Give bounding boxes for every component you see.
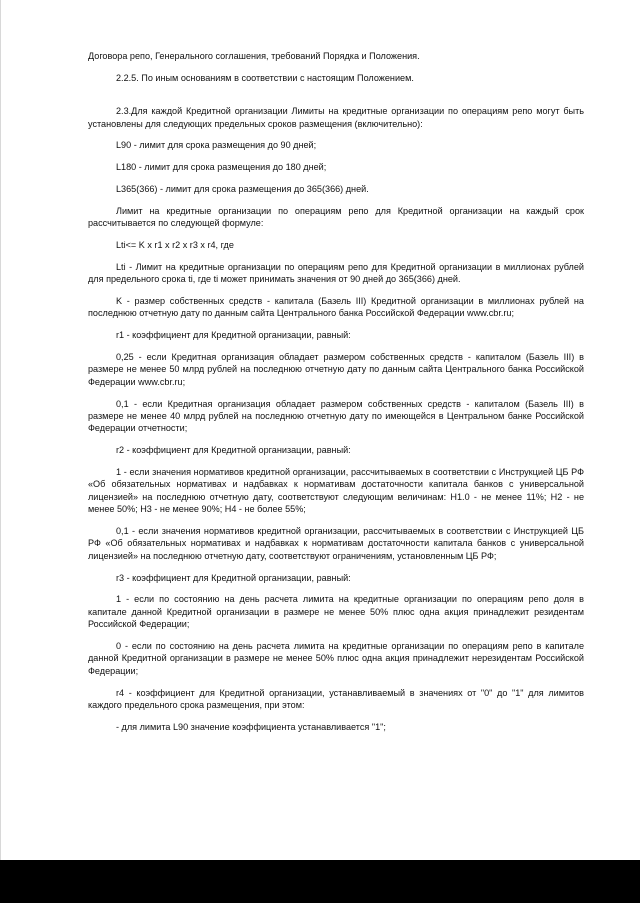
- paragraph-10: K - размер собственных средств - капитала (Базель III) Кредитной организации в миллионах рублей на последнюю отчетную дату по данным сайта Центрального банка Российской Федерации www.cbr.ru;: [88, 296, 584, 319]
- paragraph-4: L90 - лимит для срока размещения до 90 дней;: [116, 140, 317, 151]
- paragraph-20: r4 - коэффициент для Кредитной организации, устанавливаемый в значениях от "0" до "1" для лимитов каждого предельного срока размещения, при этом:: [88, 687, 584, 711]
- paragraph-21: - для лимита L90 значение коэффициента устанавливается "1";: [116, 721, 386, 732]
- paragraph-6: L365(366) - лимит для срока размещения до 365(366) дней.: [116, 184, 369, 194]
- paragraph-7: Лимит на кредитные организации по операциям репо для Кредитной организации на каждый срок рассчитывается по следующей формуле:: [88, 205, 584, 229]
- paragraph-9: Lti - Лимит на кредитные организации по операциям репо для Кредитной организации в миллионах рублей для предельного срока ti, где ti может принимать значения от 90 дней до 365(366) дней.: [88, 261, 584, 285]
- paragraph-3: 2.3.Для каждой Кредитной организации Лимиты на кредитные организации по операциям репо могут быть установлены для следующих предельных сроков размещения (включительно):: [88, 106, 584, 129]
- paragraph-12: 0,25 - если Кредитная организация обладает размером собственных средств - капиталом (Базель III) в размере не менее 50 млрд рублей на последнюю отчетную дату по данным сайта Центрального банка Российской Федерации www.cbr.ru;: [88, 352, 584, 387]
- document-page: [88, 50, 584, 743]
- paragraph-18: 1 - если по состоянию на день расчета лимита на кредитные организации по операциям репо доля в капитале данной Кредитной организации в размере не менее 50% плюс одна акция принадлежит резидентам Российской Федерации;: [88, 594, 584, 630]
- paragraph-15: 1 - если значения нормативов кредитной организации, рассчитываемых в соответствии с Инструкцией ЦБ РФ «Об обязательных нормативах и надбавках к нормативам достаточности капитала банков с универсальной лицензией» на последнюю отчетную дату, соответствуют следующим величинам: Н1.0 - не менее 11%; Н2 - не менее 50%; Н3 - не менее 90%; Н4 - не более 55%;: [88, 467, 584, 515]
- paragraph-8: Lti<= K x r1 x r2 x r3 x r4, где: [116, 240, 234, 250]
- paragraph-19: 0 - если по состоянию на день расчета лимита на кредитные организации по операциям репо в капитале данной Кредитной организации в размере не менее 50% плюс одна акция принадлежит нерезидентам Российской Федерации;: [88, 641, 584, 676]
- paragraph-11: r1 - коэффициент для Кредитной организации, равный:: [116, 330, 351, 341]
- paragraph-5: L180 - лимит для срока размещения до 180 дней;: [116, 162, 327, 173]
- scan-edge: [0, 0, 1, 860]
- paragraph-14: r2 - коэффициент для Кредитной организации, равный:: [116, 445, 351, 456]
- paragraph-17: r3 - коэффициент для Кредитной организации, равный:: [116, 572, 351, 583]
- paragraph-2: 2.2.5. По иным основаниям в соответствии с настоящим Положением.: [116, 72, 414, 83]
- paragraph-1: Договора репо, Генерального соглашения, требований Порядка и Положения.: [88, 51, 420, 61]
- paragraph-16: 0,1 - если значения нормативов кредитной организации, рассчитываемых в соответствии с Инструкцией ЦБ РФ «Об обязательных нормативах и надбавках к нормативам достаточности капитала банков с универсальной лицензией» на последнюю отчетную дату, соответствуют ограничениям, установленным ЦБ РФ;: [88, 526, 584, 561]
- scan-bottom-bar: [0, 860, 640, 903]
- paragraph-13: 0,1 - если Кредитная организация обладает размером собственных средств - капиталом (Базель III) в размере не менее 40 млрд рублей на последнюю отчетную дату по имеющейся в Центральном банке Российской Федерации отчетности;: [88, 398, 584, 434]
